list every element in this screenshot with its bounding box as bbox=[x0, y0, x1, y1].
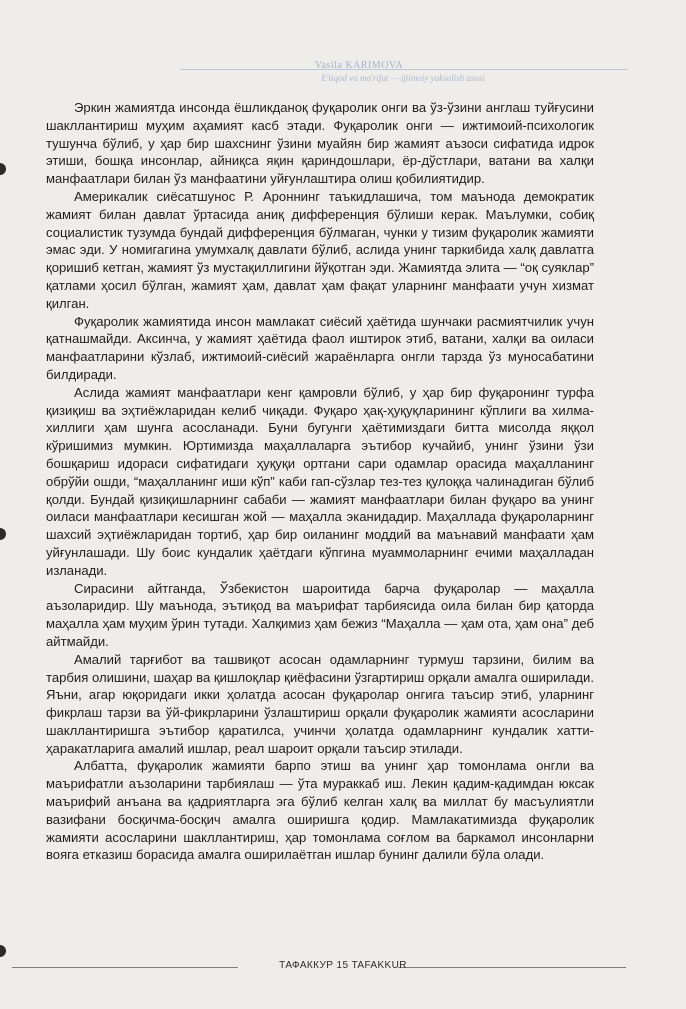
page-footer bbox=[0, 957, 686, 977]
paragraph: Фуқаролик жамиятида инсон мамлакат сиёсий ҳаётида шунчаки расмиятчилик учун қатнашмайди. Аксинча, у жамият ҳаётида фаол иштирок этиб, ватани, халқи ва оиласи манфаатларини кўзлаб, ижтимоий-сиёсий жараёнларга онгли тарзда ўз муносабатини билдиради. bbox=[46, 313, 594, 382]
paragraph: Амалий тарғибот ва ташвиқот асосан одамларнинг турмуш тарзини, билим ва тарбия олишини, шаҳар ва қишлоқлар қиёфасини ўзгартириш орқали амалга оширилади. Яъни, агар юқоридаги икки ҳолатда асосан фуқаролар онгига таъсир этиб, уларнинг фикрлаш тарзи ва ўй-фикрларини ўзлаштириш орқали фуқаролик жамияти асосларини шакллантиришга эътибор қаратилса, учинчи ҳолатда одамларнинг кундалик хатти-ҳаракатларига амалий ишлар, реал шароит орқали таъсир этилади. bbox=[46, 651, 594, 756]
article-body bbox=[46, 99, 594, 864]
header-author: Vasila KARIMOVA bbox=[314, 60, 404, 71]
paragraph: Америкалик сиёсатшунос Р. Ароннинг таъкидлашича, том маънода демократик жамият билан давлат ўртасида аниқ дифференция бўлиши керак. Маълумки, собиқ социалистик тузумда бундай дифференция бўлмаган, чунки у тизим фуқаролик жамияти эмас эди. У номигагина умумхалқ давлати бўлиб, аслида унинг таркибида халқ давлатга қоришиб кетган, жамият ўз мустақиллигини йўқотган эди. Жамиятда элита — “оқ суяклар” қатлами ҳосил бўлган, жамият ҳам, давлат ҳам фақат уларнинг манфаати учун хизмат қилган. bbox=[46, 188, 594, 311]
paragraph: Сирасини айтганда, Ўзбекистон шароитида барча фуқаролар — маҳалла аъзоларидир. Шу маънода, эътиқод ва маърифат тарбиясида оила билан бир қаторда маҳалла ҳам муҳим ўрин тутади. Халқимиз ҳам бежиз “Маҳалла — ҳам ота, ҳам она” деб айтмайди. bbox=[46, 580, 594, 649]
header-subtitle: E'tiqod va ma'rifat — ijtimoiy yuksalish asosi bbox=[321, 73, 485, 83]
footer-magazine-latin: TAFAKKUR bbox=[351, 960, 407, 971]
running-header bbox=[0, 55, 686, 95]
binder-hole bbox=[0, 163, 6, 175]
binder-hole bbox=[0, 528, 6, 540]
header-rule bbox=[180, 69, 628, 70]
footer-magazine-cyrillic: ТАФАККУР bbox=[279, 960, 334, 971]
footer-label bbox=[0, 960, 686, 971]
paragraph: Албатта, фуқаролик жамияти барпо этиш ва унинг ҳар томонлама онгли ва маърифатли аъзоларини тарбиялаш — ўта мураккаб иш. Лекин қадим-қадимдан юксак маърифий анъана ва қадриятларга эга бўлиб келган халқ ва миллат бу масъулиятли вазифани босқичма-босқич амалга оширишга қодир. Мамлакатимизда фуқаролик жамияти асосларини шакллантириш, ҳар томонлама соғлом ва баркамол инсонларни вояга етказиш борасида амалга оширилаётган ишлар бунинг далили бўла олади. bbox=[46, 758, 594, 863]
page-number: 15 bbox=[336, 960, 349, 971]
paragraph: Аслида жамият манфаатлари кенг қамровли бўлиб, у ҳар бир фуқаронинг турфа қизиқиш ва эҳтиёжларидан келиб чиқади. Фуқаро ҳақ-ҳуқуқларининг кўплиги ва хилма-хиллиги ҳам шунга асосланади. Буни бугунги ҳаётимиздаги битта мисолда яққол кўришимиз мумкин. Юртимизда маҳаллаларга эътибор кучайиб, унинг ўзини ўзи бошқариш идораси сифатидаги ҳуқуқи ортгани сари одамлар орасида маҳалланинг обрўйи ошди, “маҳалланинг иши кўп” каби гап-сўзлар тез-тез қулоққа чалинадиган бўлиб қолди. Бундай қизиқишларнинг сабаби — жамият манфаатлари билан фуқаро ва унинг оиласи манфаатлари кесишган жой — маҳалла эканидадир. Маҳаллада фуқароларнинг шахсий эҳтиёжларидан тортиб, ҳар бир оиланинг моддий ва маънавий манфаати ҳам уйғунлашади. Шу боис кундалик ҳаётдаги кўпгина муаммоларнинг ечими маҳалладан изланади. bbox=[46, 384, 594, 578]
paragraph: Эркин жамиятда инсонда ёшликданоқ фуқаролик онги ва ўз-ўзини англаш туйғусини шакллантириш муҳим аҳамият касб этади. Фуқаролик онги — ижтимоий-психологик тушунча бўлиб, у ҳар бир шахснинг ўзини муайян бир жамият аъзоси сифатида идрок этиши, бошқа инсонлар, айниқса яқин қариндошлари, ёр-дўстлари, ватани ва халқи манфаатлари билан ўз манфаатини уйғунлаштира олиш қобилиятидир. bbox=[46, 100, 594, 187]
binder-hole bbox=[0, 945, 6, 957]
